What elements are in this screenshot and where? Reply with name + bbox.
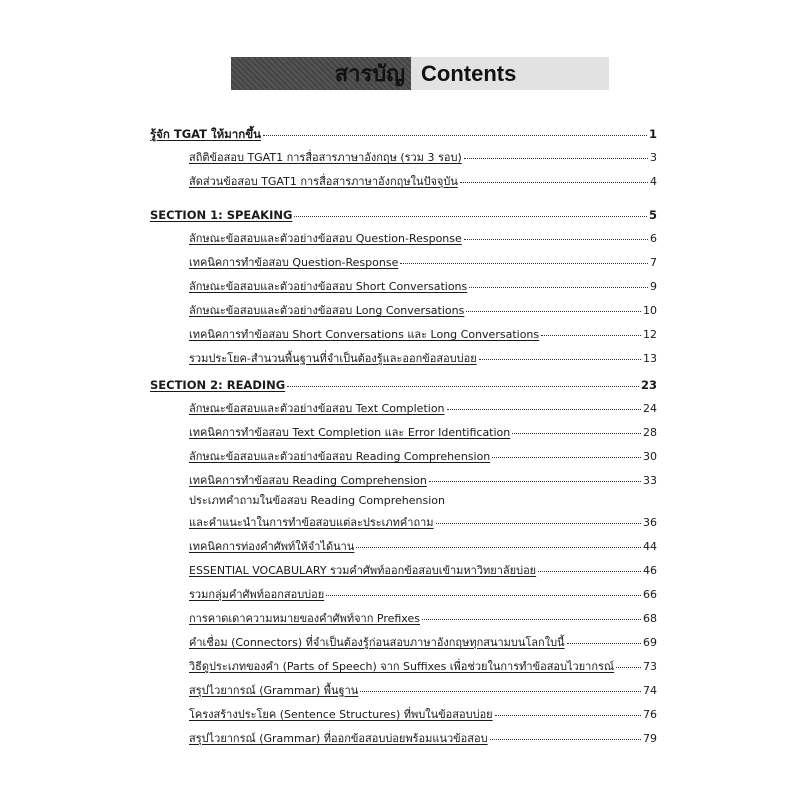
toc-entry-label: ประเภทคำถามในข้อสอบ Reading Comprehension (189, 494, 446, 507)
toc-entry-page: 73 (643, 660, 657, 673)
toc-entry (189, 402, 657, 416)
toc-section-entry (150, 378, 657, 392)
dot-leader (464, 238, 648, 240)
title-thai: สารบัญ (231, 57, 411, 90)
toc-entry (189, 660, 657, 674)
toc-entry-label: เทคนิคการทำข้อสอบ Text Completion และ Error Identification (189, 426, 511, 439)
toc-entry-label: วิธีดูประเภทของคำ (Parts of Speech) จาก Suffixes เพื่อช่วยในการทำข้อสอบไวยากรณ์ (189, 660, 615, 673)
toc-entry-page: 44 (643, 540, 657, 553)
toc-entry (189, 474, 657, 488)
dot-leader (356, 546, 641, 548)
toc-section-entry (150, 127, 657, 141)
toc-entry-label: คำเชื่อม (Connectors) ที่จำเป็นต้องรู้ก่อนสอบภาษาอังกฤษทุกสนามบนโลกใบนี้ (189, 636, 565, 649)
toc-entry (189, 494, 657, 508)
toc-entry-label: เทคนิคการทำข้อสอบ Short Conversations และ Long Conversations (189, 328, 540, 341)
toc-entry-page: 46 (643, 564, 657, 577)
toc-entry (189, 564, 657, 578)
dot-leader (538, 570, 641, 572)
toc-entry (189, 612, 657, 626)
toc-entry-page: 4 (650, 175, 657, 188)
toc-entry-page: 33 (643, 474, 657, 487)
toc-entry-label: เทคนิคการท่องคำศัพท์ให้จำได้นาน (189, 540, 355, 553)
toc-entry-label: ลักษณะข้อสอบและตัวอย่างข้อสอบ Text Completion (189, 402, 445, 415)
toc-entry-page: 30 (643, 450, 657, 463)
dot-leader (436, 522, 641, 524)
toc-entry-page: 3 (650, 151, 657, 164)
toc-entry (189, 256, 657, 270)
toc-entry-label: ลักษณะข้อสอบและตัวอย่างข้อสอบ Long Conversations (189, 304, 465, 317)
toc-entry-page: 23 (640, 378, 657, 392)
toc-entry-label: และคำแนะนำในการทำข้อสอบแต่ละประเภทคำถาม (189, 516, 434, 529)
toc-entry-page: 68 (643, 612, 657, 625)
dot-leader (460, 181, 648, 183)
toc-entry-label: ESSENTIAL VOCABULARY รวมคำศัพท์ออกข้อสอบเข้ามหาวิทยาลัยบ่อย (189, 564, 537, 577)
toc-entry-page: 74 (643, 684, 657, 697)
dot-leader (360, 690, 641, 692)
toc-entry-page: 76 (643, 708, 657, 721)
toc-entry-label: เทคนิคการทำข้อสอบ Reading Comprehension (189, 474, 427, 487)
toc-entry-label: ลักษณะข้อสอบและตัวอย่างข้อสอบ Short Conversations (189, 280, 468, 293)
toc-entry (189, 175, 657, 189)
dot-leader (492, 456, 641, 458)
toc-entry-page: 36 (643, 516, 657, 529)
toc-entry-label: สรุปไวยากรณ์ (Grammar) ที่ออกข้อสอบบ่อยพร้อมแนวข้อสอบ (189, 732, 488, 745)
toc-entry-label: รู้จัก TGAT ให้มากขึ้น (150, 127, 261, 141)
toc-entry-label: การคาดเดาความหมายของคำศัพท์จาก Prefixes (189, 612, 420, 625)
dot-leader (479, 358, 641, 360)
dot-leader (466, 310, 641, 312)
toc-entry-page: 5 (648, 208, 657, 222)
toc-entry-label: SECTION 1: SPEAKING (150, 208, 293, 222)
toc-entry-page: 10 (643, 304, 657, 317)
dot-leader (422, 618, 641, 620)
dot-leader (294, 215, 647, 217)
dot-leader (400, 262, 648, 264)
toc-entry-page: 66 (643, 588, 657, 601)
dot-leader (469, 286, 648, 288)
toc-entry (189, 352, 657, 366)
dot-leader (512, 432, 641, 434)
toc-entry (189, 516, 657, 530)
toc-entry-label: รวมประโยค-สำนวนพื้นฐานที่จำเป็นต้องรู้และออกข้อสอบบ่อย (189, 352, 477, 365)
toc-entry-label: ลักษณะข้อสอบและตัวอย่างข้อสอบ Question-Response (189, 232, 462, 245)
dot-leader (287, 385, 639, 387)
toc-entry-label: เทคนิคการทำข้อสอบ Question-Response (189, 256, 399, 269)
dot-leader (495, 714, 641, 716)
toc-entry (189, 426, 657, 440)
toc-entry (189, 151, 657, 165)
toc-entry (189, 732, 657, 746)
dot-leader (326, 594, 641, 596)
toc-entry-label: สรุปไวยากรณ์ (Grammar) พื้นฐาน (189, 684, 359, 697)
toc-entry-page: 24 (643, 402, 657, 415)
toc-section-entry (150, 208, 657, 222)
toc-entry (189, 232, 657, 246)
dot-leader (567, 642, 641, 644)
toc-entry (189, 280, 657, 294)
toc-entry-page: 28 (643, 426, 657, 439)
toc-entry (189, 636, 657, 650)
title-english: Contents (411, 57, 609, 90)
dot-leader (447, 408, 641, 410)
dot-leader (263, 134, 647, 136)
toc-entry (189, 304, 657, 318)
toc-entry-page: 9 (650, 280, 657, 293)
toc-entry (189, 328, 657, 342)
dot-leader (490, 738, 641, 740)
dot-leader (429, 480, 641, 482)
toc-entry-label: โครงสร้างประโยค (Sentence Structures) ที่พบในข้อสอบบ่อย (189, 708, 493, 721)
toc-entry-page: 1 (648, 127, 657, 141)
toc-entry-page: 6 (650, 232, 657, 245)
toc-entry-page: 12 (643, 328, 657, 341)
toc-entry-label: รวมกลุ่มคำศัพท์ออกสอบบ่อย (189, 588, 325, 601)
toc-entry-page: 7 (650, 256, 657, 269)
toc-entry-page: 69 (643, 636, 657, 649)
toc-entry (189, 684, 657, 698)
toc-entry-page: 13 (643, 352, 657, 365)
toc-entry (189, 450, 657, 464)
toc-entry-page: 79 (643, 732, 657, 745)
dot-leader (616, 666, 641, 668)
toc-entry (189, 588, 657, 602)
dot-leader (541, 334, 641, 336)
toc-entry-label: สถิติข้อสอบ TGAT1 การสื่อสารภาษาอังกฤษ (รวม 3 รอบ) (189, 151, 462, 164)
toc-entry-label: ลักษณะข้อสอบและตัวอย่างข้อสอบ Reading Comprehension (189, 450, 491, 463)
toc-entry (189, 540, 657, 554)
toc-entry (189, 708, 657, 722)
toc-entry-label: สัดส่วนข้อสอบ TGAT1 การสื่อสารภาษาอังกฤษในปัจจุบัน (189, 175, 458, 188)
toc-entry-label: SECTION 2: READING (150, 378, 286, 392)
contents-title-banner (231, 57, 609, 90)
dot-leader (464, 157, 648, 159)
